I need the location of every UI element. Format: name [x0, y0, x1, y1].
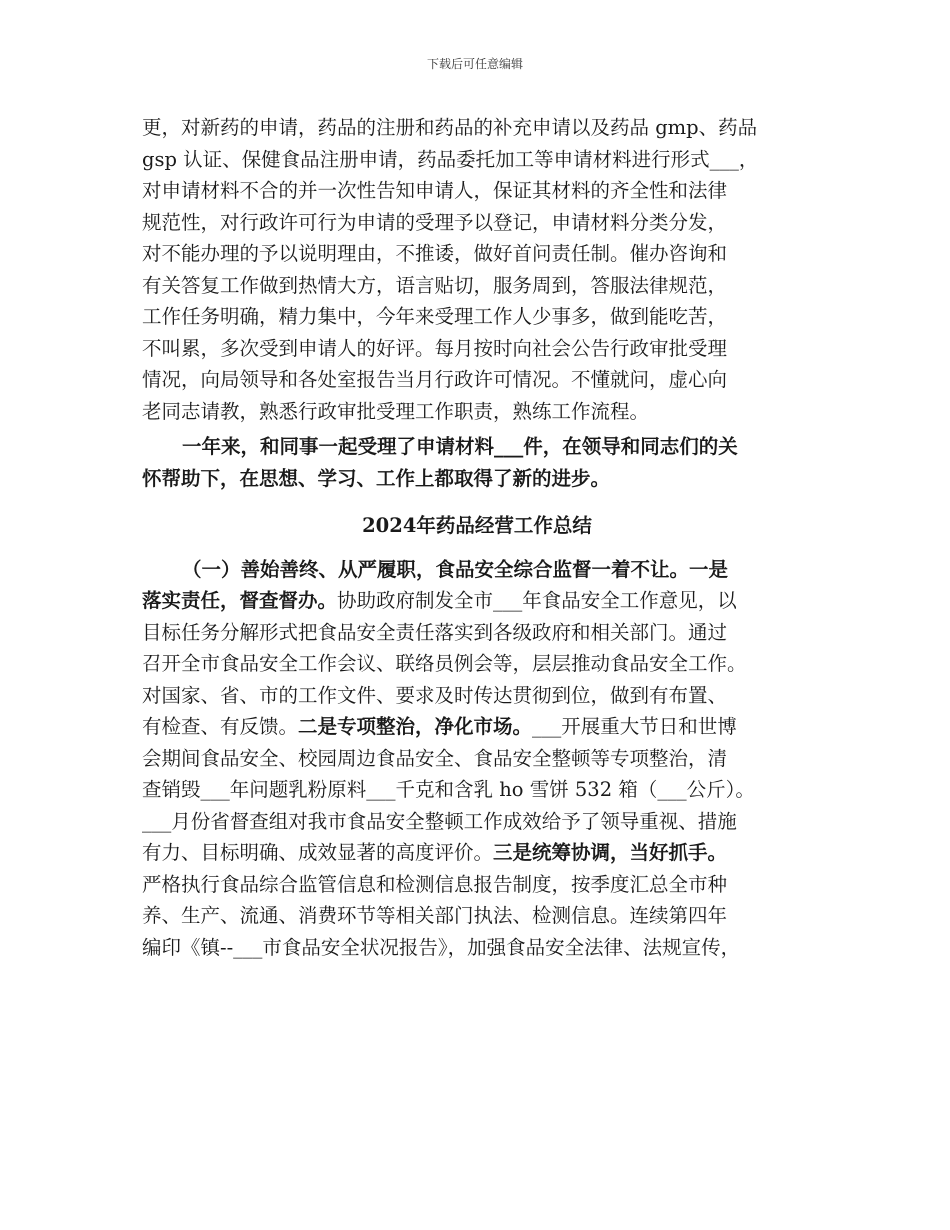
paragraph-line: 养、生产、流通、消费环节等相关部门执法、检测信息。连续第四年	[142, 904, 728, 927]
body-text: 有检查、有反馈。	[142, 715, 299, 738]
summary-line: 一年来，和同事一起受理了申请材料___件，在领导和同志们的关	[182, 435, 738, 458]
paragraph-line	[142, 837, 812, 869]
summary-line: 怀帮助下，在思想、学习、工作上都取得了新的进步。	[142, 466, 611, 490]
paragraph-line: 对申请材料不合的并一次性告知申请人，保证其材料的齐全性和法律	[142, 179, 728, 202]
body-text: ___开展重大节日和世博	[532, 715, 737, 738]
paragraph-line: 对国家、省、市的工作文件、要求及时传达贯彻到位，做到有布置、	[142, 683, 728, 707]
subheading-text: 三是统筹协调，当好抓手。	[493, 841, 728, 864]
paragraph-line: 更，对新药的申请，药品的注册和药品的补充申请以及药品 gmp、药品	[142, 116, 758, 139]
subheading-text: 二是专项整治，净化市场。	[298, 715, 533, 738]
paragraph-line: 工作任务明确，精力集中，今年来受理工作人少事多，做到能吃苦，	[142, 305, 728, 328]
paragraph-line: 会期间食品安全、校园周边食品安全、食品安全整顿等专项整治，清	[142, 746, 728, 770]
body-text: 协助政府制发全市___年食品安全工作意见，以	[337, 589, 737, 612]
body-text: 有力、目标明确、成效显著的高度评价。	[142, 841, 494, 864]
paragraph-line: 对不能办理的予以说明理由，不推诿，做好首问责任制。催办咨询和	[142, 242, 728, 265]
paragraph-line: gsp 认证、保健食品注册申请，药品委托加工等申请材料进行形式___，	[142, 147, 759, 171]
page-header: 下载后可任意编辑	[426, 57, 523, 71]
subheading-text: 落实责任，督查督办。	[142, 589, 338, 612]
paragraph-line: 召开全市食品安全工作会议、联络员例会等，层层推动食品安全工作。	[142, 652, 747, 675]
paragraph-line	[142, 585, 812, 617]
paragraph-line: 查销毁___年问题乳粉原料___千克和含乳 ho 雪饼 532 箱（___公斤）。	[142, 778, 755, 801]
paragraph-line	[142, 554, 812, 586]
heading-text: （一）善始善终、从严履职，食品安全综合监督一着不让。一是	[182, 557, 729, 581]
paragraph-line: 严格执行食品综合监管信息和检测信息报告制度，按季度汇总全市种	[142, 872, 728, 896]
paragraph-line: 规范性，对行政许可行为申请的受理予以登记，申请材料分类分发，	[142, 210, 728, 234]
paragraph-line: 有关答复工作做到热情大方，语言贴切，服务周到，答服法律规范，	[142, 273, 728, 297]
paragraph-line: 老同志请教，熟悉行政审批受理工作职责，熟练工作流程。	[142, 399, 650, 423]
paragraph-line: 情况，向局领导和各处室报告当月行政许可情况。不懂就问，虚心向	[142, 368, 728, 391]
paragraph-line: 编印《镇--___市食品安全状况报告》，加强食品安全法律、法规宣传，	[142, 935, 741, 959]
paragraph-line: 不叫累，多次受到申请人的好评。每月按时向社会公告行政审批受理	[142, 336, 728, 360]
section-title: 2024年药品经营工作总结	[362, 514, 592, 537]
paragraph-line	[142, 711, 812, 743]
paragraph-line: 目标任务分解形式把食品安全责任落实到各级政府和相关部门。通过	[142, 620, 728, 644]
paragraph-line: ___月份省督查组对我市食品安全整顿工作成效给予了领导重视、措施	[142, 809, 737, 833]
document-body	[142, 112, 812, 963]
